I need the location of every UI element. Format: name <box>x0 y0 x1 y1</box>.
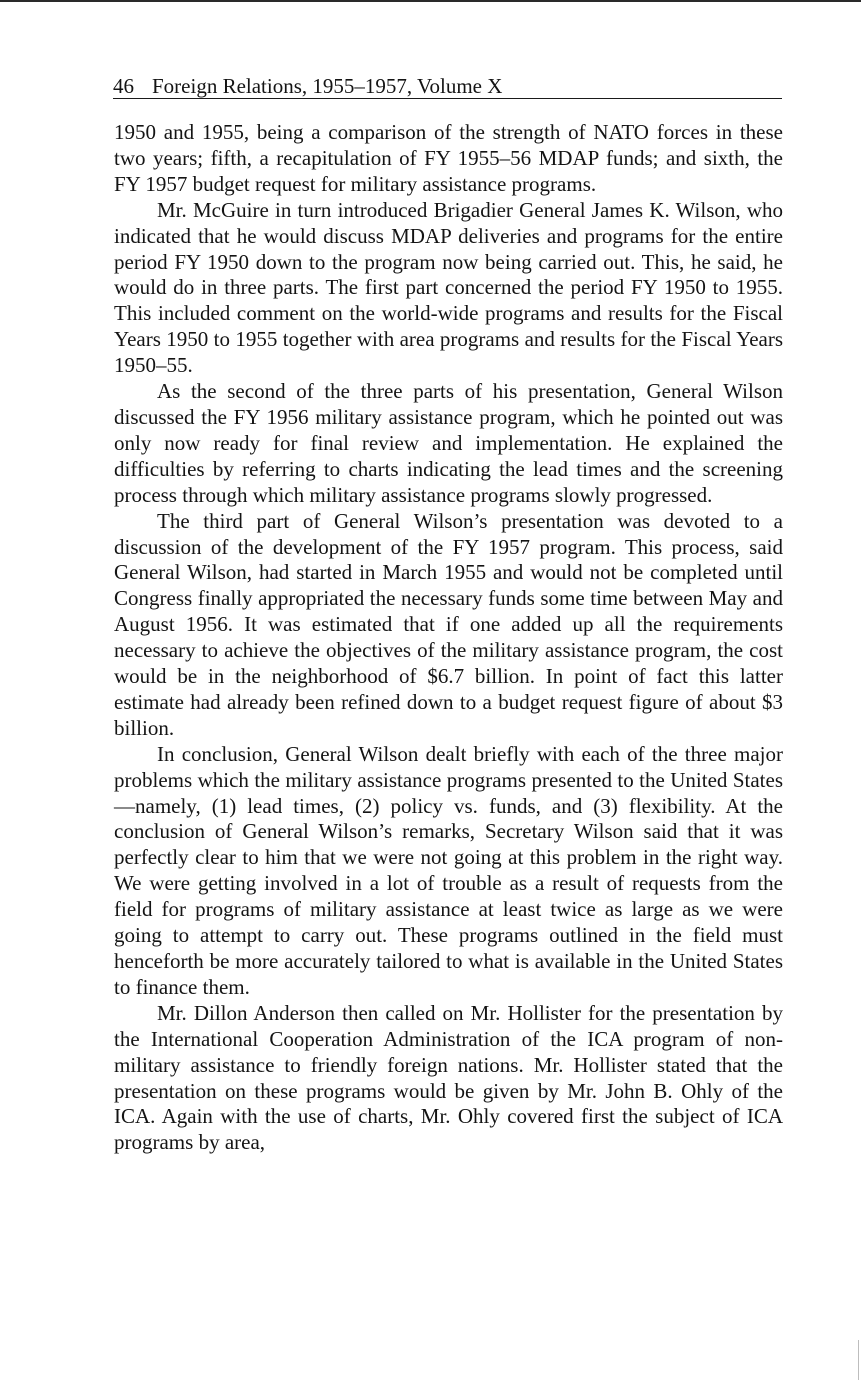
paragraph: As the second of the three parts of his presentation, General Wilson discussed the FY 1956 military assistance program, which he pointed out was only now ready for final review and implementation. He explained the difficulties by referring to charts indicating the lead times and the screening process through which military assistance programs slowly progressed. <box>114 379 783 507</box>
body-text <box>114 120 783 1156</box>
paragraph: Mr. Dillon Anderson then called on Mr. Hollister for the presentation by the International Cooperation Administration of the ICA program of non-military assistance to friendly foreign nations. Mr. Hollister stated that the presentation on these programs would be given by Mr. John B. Ohly of the ICA. Again with the use of charts, Mr. Ohly covered first the subject of ICA programs by area, <box>114 1000 783 1155</box>
top-edge-rule <box>0 0 861 2</box>
page-number: 46 <box>113 74 134 98</box>
scan-edge-mark <box>858 1340 859 1380</box>
paragraph-continued: 1950 and 1955, being a comparison of the strength of NATO forces in these two years; fifth, a recapitulation of FY 1955–56 MDAP funds; and sixth, the FY 1957 budget request for military assistance programs. <box>114 120 783 196</box>
paragraph: The third part of General Wilson’s presentation was devoted to a discussion of the development of the FY 1957 program. This process, said General Wilson, had started in March 1955 and would not be completed until Congress finally appropriated the necessary funds some time between May and August 1956. It was estimated that if one added up all the requirements necessary to achieve the objectives of the military assistance program, the cost would be in the neighborhood of $6.7 billion. In point of fact this latter estimate had already been refined down to a budget request figure of about $3 billion. <box>114 508 783 740</box>
paragraph: Mr. McGuire in turn introduced Brigadier General James K. Wilson, who indicated that he would discuss MDAP deliveries and programs for the entire period FY 1950 down to the program now being carried out. This, he said, he would do in three parts. The first part concerned the period FY 1950 to 1955. This included comment on the world-wide programs and results for the Fiscal Years 1950 to 1955 together with area programs and results for the Fiscal Years 1950–55. <box>114 197 783 378</box>
running-title: Foreign Relations, 1955–1957, Volume X <box>152 74 503 98</box>
paragraph: In conclusion, General Wilson dealt briefly with each of the three major problems which the military assistance programs presented to the United States—namely, (1) lead times, (2) policy vs. funds, and (3) flexibility. At the conclusion of General Wilson’s remarks, Secretary Wilson said that it was perfectly clear to him that we were not going at this problem in the right way. We were getting involved in a lot of trouble as a result of requests from the field for programs of military assistance at least twice as large as we were going to attempt to carry out. These programs outlined in the field must henceforth be more accurately tailored to what is available in the United States to finance them. <box>114 741 783 999</box>
running-head <box>113 74 782 99</box>
